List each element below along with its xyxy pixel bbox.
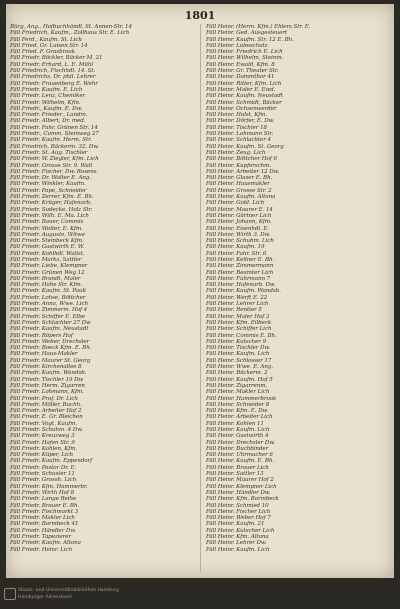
directory-entry: Fäll Friedr. W. Ziegler, Kfm. Lich xyxy=(10,156,99,163)
directory-entry: Fäll Friedr. Schiffer E. Elbe xyxy=(10,313,85,320)
directory-entry: Fäll Friedr. Sudecke, Holz Str. xyxy=(10,206,93,213)
directory-entry: Fäll Friedr. Pastor Dr. E. xyxy=(10,464,77,471)
directory-entry: Fäll Heinr. Grosse Str. 2 xyxy=(206,187,272,194)
directory-entry: Fäll Heinr. Kaufm. Lich xyxy=(206,351,270,358)
directory-entry: Fäll Heinr. Schiffer Lich xyxy=(206,326,272,333)
directory-entry: Fäll Heinr. Wirth 3. Dw. xyxy=(206,231,271,238)
directory-entry: Fäll Friedr. Wilhelm, Kfm. xyxy=(10,99,81,106)
directory-entry: Fäll Heinr. Kohlen 11 xyxy=(206,420,264,427)
directory-entry: Fäll Friedr. Wirth Hof 8 xyxy=(10,489,75,496)
directory-entry: Fäll Friedr. Lenz, Chemiker xyxy=(10,93,86,100)
directory-entry: Fäll Friedr. Winkler, Kaufm. xyxy=(10,181,86,188)
directory-entry: Fäll Friedr. Frieder., Landm. xyxy=(10,112,88,119)
directory-entry: Fäll Heinr. Hausmakler xyxy=(206,181,270,188)
directory-entry: Fäll Heinr. Maurer Hof 2 xyxy=(206,477,274,484)
directory-entry: Fäll Heinr. Tischler 18 xyxy=(206,124,267,131)
library-logo-icon xyxy=(4,588,16,600)
directory-entry: Fäll Friedr. Kohlen, Kfm. xyxy=(10,445,78,452)
directory-entry: Fäll Heinr. Weber Hof 7 xyxy=(206,515,271,522)
directory-entry: Fäll Friedr. Brandt, Maler xyxy=(10,275,81,282)
directory-entry: Fäll Heinr. Lohmann Str. xyxy=(206,131,274,138)
directory-entry: Fäll Friedr. Grünen Weg 12 xyxy=(10,269,85,276)
directory-entry: Fäll Friedr. Kaufm. Altona xyxy=(10,540,81,547)
directory-entry: Fäll Heinr. Kfm. Eilbeck xyxy=(206,319,272,326)
directory-entry: Fäll Friedr. St. Aug. Tischler xyxy=(10,149,88,156)
directory-entry: Fäll Friedr. Schlachter 27 Dw xyxy=(10,319,91,326)
column-divider xyxy=(200,24,201,572)
directory-entry: Fäll Friedr. Weber, Drechsler xyxy=(10,338,90,345)
directory-entry: Fäll Heinr. Rentier 5 xyxy=(206,307,262,314)
directory-entry: Fäll Heinr. Kfm. E. Dw. xyxy=(206,408,269,415)
directory-entry: Fäll Heinr. Schlosser 17 xyxy=(206,357,272,364)
scan-footer xyxy=(0,578,400,609)
directory-entry: Fäll Heinr. Fahr. Str. 6 xyxy=(206,250,267,257)
directory-entry: Fäll Friedr. Tischler 19 Dw xyxy=(10,376,84,383)
directory-entry: Fäll Heinr. Kellner E. Bh. xyxy=(206,256,275,263)
directory-entry: Fäll Heinr. Maler Hof 3 xyxy=(206,313,270,320)
directory-entry: Fäll Heinr. Uhrmacher 6 xyxy=(206,452,273,459)
directory-entry: Fäll Heinr. Commis E. Bh. xyxy=(206,332,277,339)
directory-entry: Fäll Friedr. Dr. Walter E. Ang. xyxy=(10,175,92,182)
directory-entry: Fäll Friedr. Kaufm. St. Pauli xyxy=(10,288,86,295)
directory-entry: Fäll Heinr. Böttcher Hof 6 xyxy=(206,156,277,163)
directory-entry: Fäll Friedr. Kaufm. Neustadt xyxy=(10,326,89,333)
directory-entry: Fäll Friedr. Albert, Dr. med. xyxy=(10,118,86,125)
directory-entry: Fäll Heinr. Eisenhdl. E. xyxy=(206,225,270,232)
directory-entry: Fäll Friedr. Wilh. E. Ma. Lich xyxy=(10,212,89,219)
right-column xyxy=(206,24,390,574)
directory-entry: Fäll Heinr. Gärtner Lich xyxy=(206,212,272,219)
directory-entry: Fäll Heinr. Kaufm. 21 xyxy=(206,521,265,528)
directory-entry: Fäll Heinr. Kfm. Barmbeck xyxy=(206,496,279,503)
directory-entry: Fäll Heinr. Kaufm. Str. 12 E. Bh. xyxy=(206,36,294,43)
directory-entry: Fäll Friedr. Liebe, Klempner xyxy=(10,263,88,270)
directory-entry: Fäll Heinr. Ochsenwerder xyxy=(206,105,277,112)
directory-entry: Fäll Friedrich, Fischhdl. 14. St. xyxy=(10,68,96,75)
directory-entry: Fäll Heinr. Kaufm. Wandsb. xyxy=(206,288,281,295)
directory-entry: Fäll Heinr. Dörfer, E. Dw. xyxy=(206,118,275,125)
directory-entry: Fäll Friedr. Schuster 11 xyxy=(10,471,75,478)
directory-entry: Fäll Heinr. Kutscher 9 xyxy=(206,338,267,345)
directory-entry: Fäll Heinr. Buchbinder xyxy=(206,445,269,452)
directory-entry: Fäll Heinr. Ewald, Kfm. 8 xyxy=(206,61,275,68)
directory-entry: Fäll Friedrichs, Dr. phil. Lehrer xyxy=(10,74,96,81)
directory-entry: Fäll Friedr. Marks, Sattler xyxy=(10,256,82,263)
directory-entry: Fäll Friedr. Hafen Str. 9 xyxy=(10,439,75,446)
directory-entry: Fäll Friedr. Hohe Str. Kfm. xyxy=(10,282,83,289)
directory-entry: Fäll Heinr. Glaser E. Bh. xyxy=(206,175,273,182)
directory-entry: Fäll Friedr. Pape, Schneider xyxy=(10,187,87,194)
directory-entry: Fäll Friedr. Händler Dw. xyxy=(10,527,76,534)
directory-entry: Fäll Heinr. Zeug. Lich xyxy=(206,149,266,156)
directory-entry: Fäll Heinr. Hammerbrook xyxy=(206,395,277,402)
directory-entry: Fäll Heinr. Makler Lich xyxy=(206,389,270,396)
directory-entry: Fäll Friedrich, Kaufm., Zollhaus Str. E. Lich xyxy=(10,30,130,37)
directory-entry: Fäll Heinr. Lehrer Lich xyxy=(206,301,269,308)
directory-entry: Fäll Fried. Gr. Luisen Str. 14 xyxy=(10,42,88,49)
directory-entry: Fäll Heinr. Schmied 10 xyxy=(206,502,269,509)
directory-entry: Fäll Heinr. Beamter Lich xyxy=(206,269,274,276)
directory-entry: Fäll Heinr. Zigarrenm. xyxy=(206,382,268,389)
directory-entry: Fäll Friedr. Kohlhdl. Wallst. xyxy=(10,250,85,257)
left-column xyxy=(10,24,194,574)
directory-entry: Fäll Heinr. Ritter, Kfm. Lich xyxy=(206,80,282,87)
directory-entry: Fäll Friedr. Möller, Buchh. xyxy=(10,401,82,408)
directory-entry: Fäll Friedr. Haus-Makler xyxy=(10,351,78,358)
directory-entry: Fäll Heinr. Schmidt, Bäcker xyxy=(206,99,282,106)
directory-entry: Fäll Friedr. Grosse Str. 9. Wall xyxy=(10,162,93,169)
directory-entry: Fäll Friedr. Kaufm. E. Lich xyxy=(10,86,83,93)
directory-entry: Fäll Friedr. Vogt, Kaufm. xyxy=(10,420,78,427)
directory-entry: Fäll Friedr. Zimmerm. Hof 4 xyxy=(10,307,88,314)
directory-entry: Fäll Heinr. Drechsler Dw. xyxy=(206,439,275,446)
directory-entry: Fäll Friedr. Herm. Zigarren xyxy=(10,382,85,389)
footer-line-2: Hamburger Adressbuch xyxy=(18,595,73,600)
directory-entry: Fäll Friedr. Frauenberg E. Wehr xyxy=(10,80,98,87)
directory-entry: Fäll Heinr. Kutscher Lich xyxy=(206,527,275,534)
directory-entry: Fäll Friedr. Barmbeck 41 xyxy=(10,521,79,528)
directory-entry: Fäll Friedr. Arbeiter Hof 2 xyxy=(10,408,82,415)
directory-entry: Fäll Friedr. Kreuzweg 3 xyxy=(10,433,75,440)
directory-entry: Fäll Friedr. Prof. Dr. Lich xyxy=(10,395,78,402)
directory-entry: Fäll Friedr. Auguste, Witwe xyxy=(10,231,85,238)
footer-line-1: Staats- und Universitätsbibliothek Hamburg xyxy=(18,588,119,593)
directory-entry: Fäll Friedr. Heinr. Lich xyxy=(10,546,73,553)
directory-entry: Fäll Friedr. Erhard, L. E. Mühl xyxy=(10,61,94,68)
directory-entry: Fäll Heinr. Holst, Kfm. xyxy=(206,112,268,119)
directory-entry: Fäll Friedr. Boeck Kfm. E. Bh. xyxy=(10,345,92,352)
directory-entry: Fäll Heinr. (Herm. Kfm.) Ehlers Str. E. xyxy=(206,24,311,30)
directory-entry: Fäll Friedr. Lohse, Böttcher xyxy=(10,294,86,301)
directory-entry: Fäll Heinr. Arbeiter Lich xyxy=(206,414,273,421)
directory-entry: Fäll Friedr. Zerrer, Kfm. E. Bh. xyxy=(10,194,94,201)
directory-entry: Fäll Heinr. Schuhm. Lich xyxy=(206,238,274,245)
directory-entry: Fäll Heinr. Bäckerm. 2 xyxy=(206,370,268,377)
directory-entry: Fäll Heinr. Kaufm. E. Bh. xyxy=(206,458,275,465)
directory-entry: Fäll Friedr. Bauer, Commis xyxy=(10,219,84,226)
directory-entry: Fäll Friedr. Grossh. Lich xyxy=(10,477,77,484)
directory-entry: Fäll Heinr. Klempner Lich xyxy=(206,483,277,490)
directory-entry: Fäll Friedr. Fischer, Dw. Rosens. xyxy=(10,168,99,175)
directory-entry: Fäll Friedr. Böckler, Bäcker M. 21 xyxy=(10,55,103,62)
directory-entry: Fäll Friedr. Fischmarkt 3 xyxy=(10,508,79,515)
directory-entry: Fäll Heinr. Händler Dw. xyxy=(206,489,271,496)
directory-entry: Fäll Heinr. Schlachter 4 xyxy=(206,137,271,144)
directory-entry: Fäll Friedr. Kfm. Hammerbr. xyxy=(10,483,88,490)
directory-entry: Fäll Heinr. Friedrich E. Lich xyxy=(206,49,283,56)
directory-entry: Fäll Heinr. Gastwirth 4 xyxy=(206,433,269,440)
page-number: 1801 xyxy=(184,9,216,22)
directory-entry: Fäll Friedr. Kirchenallee 8 xyxy=(10,364,82,371)
directory-entry: Fäll Heinr. Gr. Theater Str. xyxy=(206,68,279,75)
directory-entry: Fäll Friedr. Gastwirth E. W. xyxy=(10,244,85,251)
directory-entry: Fäll Friedr. Steinbeck Kfm. xyxy=(10,238,84,245)
directory-entry: Fäll Heinr. Johann, Kfm. xyxy=(206,219,272,226)
directory-entry: Fäll Heinr. Kfm. Altona xyxy=(206,534,269,541)
directory-entry: Fäll Friedr. Makler Lich xyxy=(10,515,75,522)
directory-entry: Fäll Heinr. Kaufm. Altona xyxy=(206,194,276,201)
directory-entry: Fäll Heinr. Zimmermann xyxy=(206,263,274,270)
directory-entry: Fäll Friedr. Fahr. Grünen Str. 14 xyxy=(10,124,98,131)
directory-entry: Fäll Heinr. Tischler Dw. xyxy=(206,345,271,352)
directory-entry: Fäll Heinr. Schneider 8 xyxy=(206,401,270,408)
directory-entry: Fäll Heinr. Lehrer Dw. xyxy=(206,540,267,547)
directory-entry: Fäll Heinr. Fuhrmann 7 xyxy=(206,275,271,282)
directory-entry: Fäll Friedr. E. Gr. Bleichen xyxy=(10,414,83,421)
directory-entry: Bürg, Ang., Hofbuchhändl. St. Annen-Str. 14 xyxy=(10,24,132,30)
directory-entry: Fäll Friedr. Küper, Lich xyxy=(10,452,74,459)
directory-entry: Fäll Friedr. Kaufm. Herm. Str. xyxy=(10,137,92,144)
directory-entry: Fäll Heinr. Dammthor 41 xyxy=(206,74,275,81)
directory-entry: Fäll Friedr. Lange Reihe xyxy=(10,496,77,503)
directory-entry: Fäll Heinr. Gold. Lich xyxy=(206,200,265,207)
directory-entry: Fäll Friedr. Röpers Hof xyxy=(10,332,73,339)
directory-entry: Fäll Heinr. Wwe. E. Ang. xyxy=(206,364,274,371)
directory-entry: Fäll Fried. F. Grasbrook xyxy=(10,49,75,56)
directory-page xyxy=(6,4,394,578)
directory-entry: Fäll Heinr. Maurer E. 14 xyxy=(206,206,273,213)
directory-entry: Fäll Heinr. Kaufm. Neustadt xyxy=(206,93,283,100)
directory-entry: Fäll Heinr. Kaufm. Hof 5 xyxy=(206,376,273,383)
directory-entry: Fäll Friedr. Lohmann, Kfm. xyxy=(10,389,84,396)
directory-entry: Fäll Heinr. Lobeschutz xyxy=(206,42,268,49)
directory-entry: Fäll Heinr. Arbeiter 12 Dw. xyxy=(206,168,280,175)
directory-entry: Fäll Friedr. Maurer St. Georg xyxy=(10,357,91,364)
directory-entry: Fäll Heinr. Kaufm. St. Georg xyxy=(206,143,284,150)
directory-entry: Fäll Ferd., Kaufm. St. Lich xyxy=(10,36,82,43)
directory-entry: Fäll Heinr. Fischer Lich xyxy=(206,508,271,515)
directory-entry: Fäll Heinr. Hafenarb. Dw. xyxy=(206,282,276,289)
directory-entry: Fäll Friedr. Kaufm. Eppendorf xyxy=(10,458,93,465)
directory-entry: Fäll Friedr. Schuhm. 4 Dw. xyxy=(10,427,83,433)
directory-entry: Fäll Heinr. Sattler 13 xyxy=(206,471,264,478)
directory-entry: Fäll Friedr. Kaufm. Wandsb. xyxy=(10,370,87,377)
directory-entry: Fäll Friedr. Tapezierer xyxy=(10,534,71,541)
directory-entry: Fäll Friedr., Kaufm. E. Dw. xyxy=(10,105,83,112)
directory-entry: Fäll Friedr. Krüger, Hafenarb. xyxy=(10,200,92,207)
directory-entry: Fäll Friedr., Comm. Steinweg 27 xyxy=(10,131,99,138)
directory-entry: Fäll Friedr. Wolter, E. Kfm. xyxy=(10,225,83,232)
directory-entry: Fäll Heinr. Kaufm. Lich xyxy=(206,427,270,433)
directory-entry: Fäll Friedrich, Bäckerm. 32. Dw. xyxy=(10,143,99,150)
directory-entry: Fäll Heinr. Kaufm. Lich xyxy=(206,546,270,553)
directory-entry: Fäll Heinr. Maler E. Ewd. xyxy=(206,86,276,93)
directory-entry: Fäll Friedr. Brauer E. Bh. xyxy=(10,502,80,509)
directory-entry: Fäll Heinr. Kaufm. 19 xyxy=(206,244,265,251)
directory-entry: Fäll Heinr. Brauer Lich xyxy=(206,464,269,471)
directory-entry: Fäll Heinr. Werft E. 22 xyxy=(206,294,268,301)
directory-entry: Fäll Friedr. Anna, Wwe. Lich xyxy=(10,301,89,308)
directory-entry: Fäll Heinr. Wilhelm, Steinm. xyxy=(206,55,284,62)
directory-entry: Fäll Heinr. Kupferschm. xyxy=(206,162,272,169)
directory-entry: Fäll Heinr. Ged. Ausgesteuert xyxy=(206,30,288,37)
